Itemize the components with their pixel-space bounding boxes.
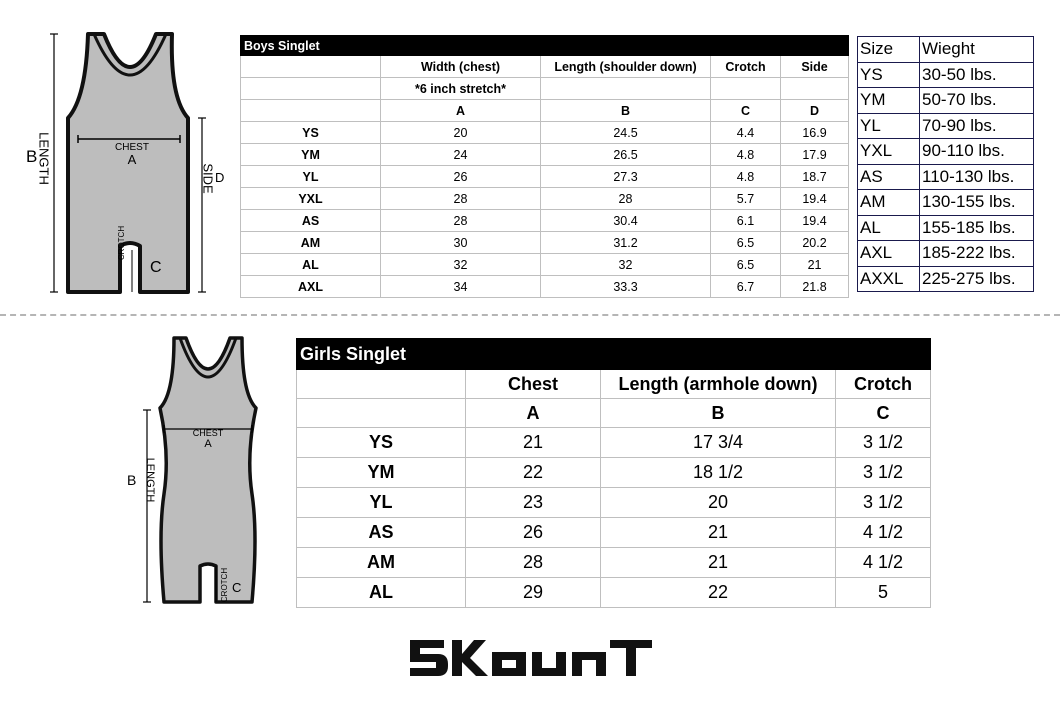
table-cell: 21.8 <box>781 276 849 298</box>
table-cell: 19.4 <box>781 188 849 210</box>
stretch-note: *6 inch stretch* <box>381 78 541 100</box>
boys-chest-label: CHEST <box>115 142 149 153</box>
weight-cell: 70-90 lbs. <box>920 113 1034 139</box>
table-row <box>241 254 849 276</box>
size-cell: YXL <box>858 139 920 165</box>
girls-a-label: A <box>204 438 212 450</box>
table-cell: 32 <box>541 254 711 276</box>
table-cell: 26 <box>466 518 601 548</box>
table-cell: 34 <box>381 276 541 298</box>
table-cell: 5 <box>836 578 931 608</box>
weight-cell: 130-155 lbs. <box>920 190 1034 216</box>
girls-size-table <box>296 338 931 608</box>
table-row <box>858 62 1034 88</box>
girls-c-label: C <box>232 580 242 595</box>
boys-side-label: SIDE <box>200 163 216 194</box>
table-row <box>858 113 1034 139</box>
size-cell: AL <box>858 215 920 241</box>
table-cell: 33.3 <box>541 276 711 298</box>
table-cell: 4 1/2 <box>836 518 931 548</box>
boys-a-label: A <box>127 152 137 167</box>
boys-b-label: B <box>26 147 38 166</box>
table-cell: 31.2 <box>541 232 711 254</box>
table-cell: 3 1/2 <box>836 458 931 488</box>
weight-cell: 225-275 lbs. <box>920 266 1034 292</box>
table-cell: 6.5 <box>711 254 781 276</box>
table-cell: 4.8 <box>711 144 781 166</box>
letter-cell: A <box>466 399 601 428</box>
table-cell: 3 1/2 <box>836 488 931 518</box>
table-cell: 28 <box>541 188 711 210</box>
5kount-logo <box>408 636 654 678</box>
dashed-divider <box>0 314 1060 316</box>
table-row <box>297 488 931 518</box>
size-cell: AXL <box>241 276 381 298</box>
letter-cell: D <box>781 100 849 122</box>
table-cell: 18.7 <box>781 166 849 188</box>
table-cell: 22 <box>466 458 601 488</box>
table-row <box>858 215 1034 241</box>
weight-cell: 155-185 lbs. <box>920 215 1034 241</box>
header-cell: Crotch <box>711 56 781 78</box>
letter-cell: C <box>836 399 931 428</box>
size-cell: AL <box>241 254 381 276</box>
boys-table-title: Boys Singlet <box>241 36 849 56</box>
header-cell: Length (shoulder down) <box>541 56 711 78</box>
table-cell: 30 <box>381 232 541 254</box>
header-cell: Wieght <box>920 37 1034 63</box>
size-cell: AL <box>297 578 466 608</box>
header-cell: Size <box>858 37 920 63</box>
table-cell: 28 <box>466 548 601 578</box>
letter-cell: B <box>541 100 711 122</box>
size-cell: YL <box>241 166 381 188</box>
weight-cell: 90-110 lbs. <box>920 139 1034 165</box>
table-row <box>297 578 931 608</box>
weight-table <box>857 36 1034 292</box>
table-row <box>241 276 849 298</box>
table-cell: 17.9 <box>781 144 849 166</box>
size-cell: AM <box>297 548 466 578</box>
table-row <box>241 188 849 210</box>
table-cell: 21 <box>781 254 849 276</box>
weight-cell: 30-50 lbs. <box>920 62 1034 88</box>
table-row <box>241 166 849 188</box>
size-cell: YM <box>297 458 466 488</box>
table-cell: 6.1 <box>711 210 781 232</box>
header-cell <box>297 370 466 399</box>
letter-cell: C <box>711 100 781 122</box>
table-row <box>241 232 849 254</box>
size-cell: AM <box>241 232 381 254</box>
table-cell: 19.4 <box>781 210 849 232</box>
header-cell: Width (chest) <box>381 56 541 78</box>
letter-cell: A <box>381 100 541 122</box>
size-cell: YXL <box>241 188 381 210</box>
table-row <box>858 241 1034 267</box>
boys-c-label: C <box>150 259 162 276</box>
table-cell: 32 <box>381 254 541 276</box>
table-cell: 28 <box>381 210 541 232</box>
header-cell: Chest <box>466 370 601 399</box>
table-row <box>858 190 1034 216</box>
size-cell: YS <box>241 122 381 144</box>
letter-cell <box>297 399 466 428</box>
table-row <box>297 428 931 458</box>
table-row <box>241 210 849 232</box>
size-cell: YS <box>297 428 466 458</box>
size-cell: YS <box>858 62 920 88</box>
table-cell: 16.9 <box>781 122 849 144</box>
girls-b-label: B <box>127 472 137 488</box>
table-cell: 17 3/4 <box>601 428 836 458</box>
weight-cell: 185-222 lbs. <box>920 241 1034 267</box>
table-cell: 4.4 <box>711 122 781 144</box>
size-cell: AM <box>858 190 920 216</box>
table-cell: 23 <box>466 488 601 518</box>
table-cell: 28 <box>381 188 541 210</box>
boys-length-label: LENGTH <box>36 132 52 185</box>
size-cell: AXXL <box>858 266 920 292</box>
table-cell: 27.3 <box>541 166 711 188</box>
letter-cell: B <box>601 399 836 428</box>
boys-d-label: D <box>215 170 225 185</box>
table-cell: 24.5 <box>541 122 711 144</box>
size-cell: YM <box>241 144 381 166</box>
size-cell: AS <box>858 164 920 190</box>
table-row <box>858 88 1034 114</box>
header-cell <box>241 56 381 78</box>
size-cell: YM <box>858 88 920 114</box>
table-row <box>297 548 931 578</box>
weight-cell: 110-130 lbs. <box>920 164 1034 190</box>
size-cell: AXL <box>858 241 920 267</box>
letter-cell <box>241 100 381 122</box>
table-cell: 3 1/2 <box>836 428 931 458</box>
table-row <box>241 144 849 166</box>
girls-singlet-diagram <box>120 334 270 606</box>
table-cell: 21 <box>466 428 601 458</box>
table-cell: 21 <box>601 548 836 578</box>
girls-table-title: Girls Singlet <box>297 339 931 370</box>
table-cell: 26.5 <box>541 144 711 166</box>
table-row <box>858 266 1034 292</box>
size-cell: YL <box>858 113 920 139</box>
table-cell: 29 <box>466 578 601 608</box>
size-cell: AS <box>241 210 381 232</box>
table-row <box>297 518 931 548</box>
weight-cell: 50-70 lbs. <box>920 88 1034 114</box>
table-row <box>858 139 1034 165</box>
table-cell: 24 <box>381 144 541 166</box>
table-cell: 26 <box>381 166 541 188</box>
size-cell: YL <box>297 488 466 518</box>
table-cell: 20 <box>381 122 541 144</box>
table-cell: 21 <box>601 518 836 548</box>
table-cell: 20.2 <box>781 232 849 254</box>
table-row <box>241 122 849 144</box>
girls-crotch-label: CROTCH <box>220 567 229 603</box>
size-cell: AS <box>297 518 466 548</box>
header-cell: Crotch <box>836 370 931 399</box>
table-row <box>297 458 931 488</box>
girls-length-label: LENGTH <box>144 457 156 503</box>
table-row <box>858 164 1034 190</box>
table-cell: 30.4 <box>541 210 711 232</box>
table-cell: 4 1/2 <box>836 548 931 578</box>
table-cell: 20 <box>601 488 836 518</box>
table-cell: 5.7 <box>711 188 781 210</box>
table-cell: 6.7 <box>711 276 781 298</box>
table-cell: 4.8 <box>711 166 781 188</box>
header-cell: Length (armhole down) <box>601 370 836 399</box>
table-cell: 18 1/2 <box>601 458 836 488</box>
boys-size-table <box>240 35 849 298</box>
table-cell: 6.5 <box>711 232 781 254</box>
girls-chest-label: CHEST <box>192 428 224 438</box>
boys-crotch-label: CROTCH <box>117 225 126 261</box>
table-cell: 22 <box>601 578 836 608</box>
header-cell: Side <box>781 56 849 78</box>
